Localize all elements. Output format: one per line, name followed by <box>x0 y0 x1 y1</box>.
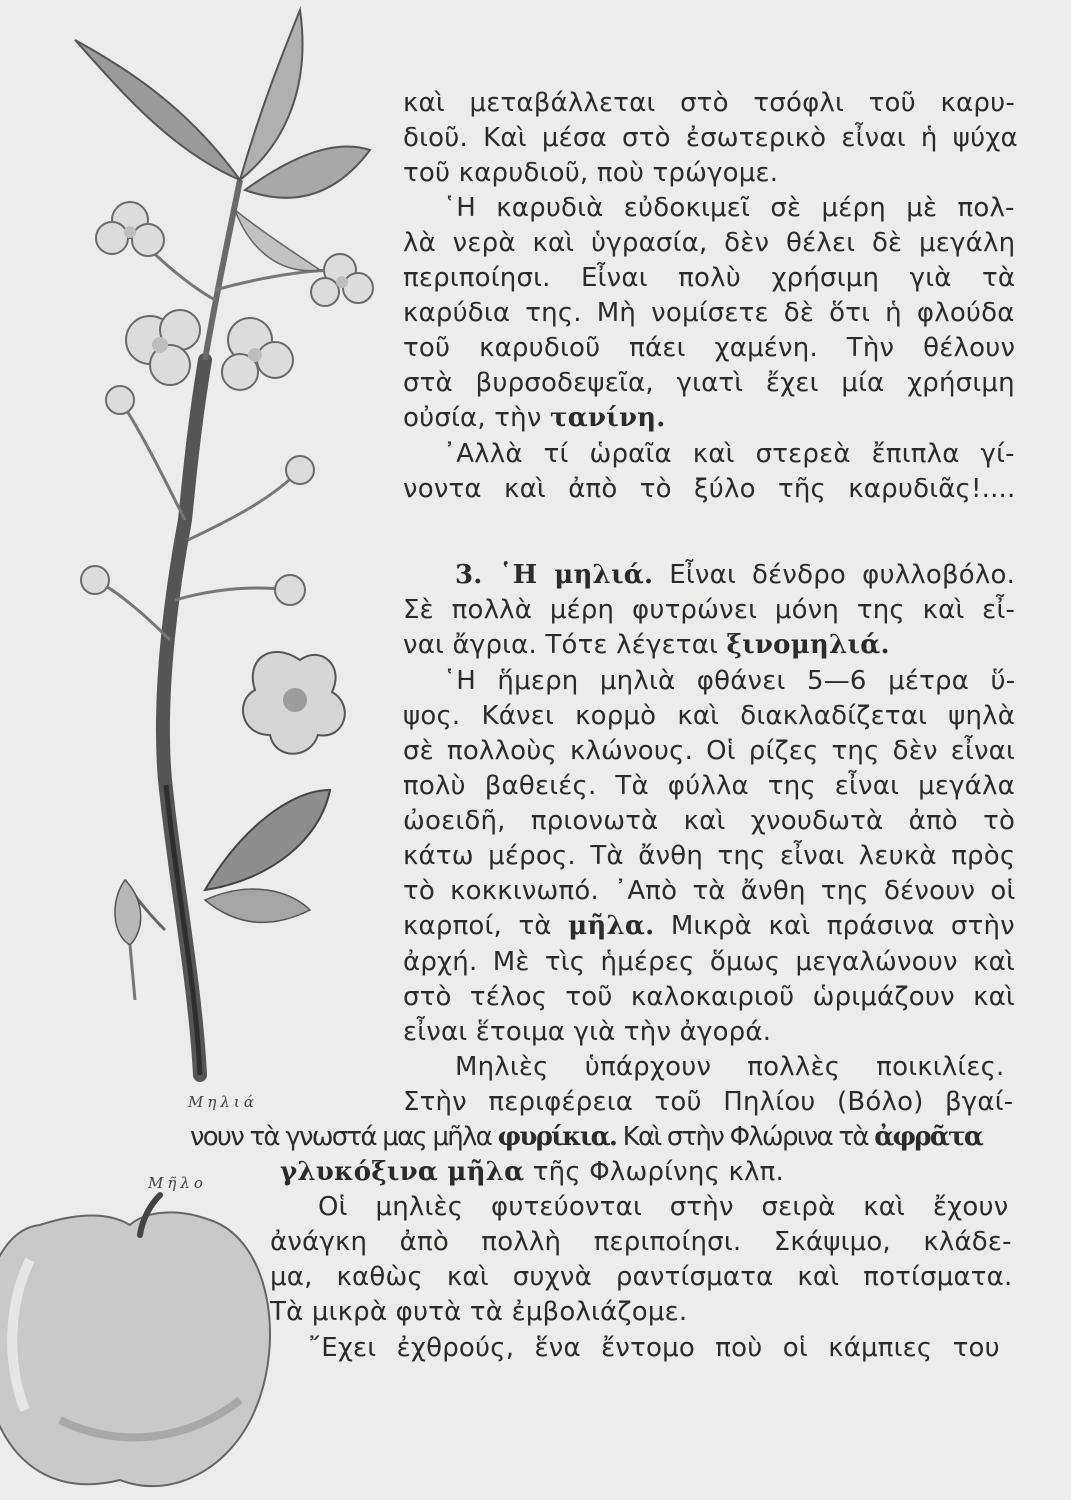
text-run: οὐσία, τὴν <box>403 403 551 433</box>
text-line <box>270 1260 1012 1294</box>
text-line <box>403 734 1015 768</box>
bold-term: φυρίκια. <box>497 1122 617 1152</box>
text-run: καρποί, τὰ <box>403 911 569 941</box>
text-run: ῎Εχει ἐχθρούς, ἕνα ἔντομο ποὺ οἱ κάμπιες του <box>308 1333 1000 1363</box>
text-line <box>403 401 666 435</box>
text-run: ψος. Κάνει κορμὸ καὶ διακλαδίζεται ψηλὰ <box>403 701 1016 731</box>
text-run: τῆς Φλωρίνης κλπ. <box>524 1157 784 1187</box>
text-run: Εἶναι δένδρο φυλλοβόλο. <box>653 560 1016 590</box>
text-run: διοῦ. Καὶ μέσα στὸ ἐσωτερικὸ εἶναι ἡ ψύχα <box>403 123 1018 153</box>
text-line <box>443 664 1015 698</box>
text-line <box>403 296 1015 330</box>
text-line <box>403 366 1015 400</box>
text-line <box>443 437 1015 471</box>
apple-blossom-branch-illustration <box>75 10 373 1075</box>
text-line <box>308 1331 1000 1365</box>
text-run: στὰ βυρσοδεψεῖα, γιατὶ ἔχει μία χρήσιμη <box>403 368 1015 398</box>
bold-term: γλυκόξινα μῆλα <box>280 1157 525 1187</box>
text-line <box>403 1015 771 1049</box>
text-line <box>403 839 1015 873</box>
text-run: κάτω μέρος. Τὰ ἄνθη της εἶναι λευκὰ πρὸς <box>403 841 1016 871</box>
text-line <box>403 945 1015 979</box>
text-run: νοντα καὶ ἀπὸ τὸ ξύλο τῆς καρυδιᾶς!.... <box>403 474 1016 504</box>
text-run: ᾿Αλλὰ τί ὡραῖα καὶ στερεὰ ἔπιπλα γί- <box>443 439 1015 469</box>
text-line <box>318 1190 1008 1224</box>
text-run: ῾Η ἥμερη μηλιὰ φθάνει 5—6 μέτρα ὕ- <box>443 666 1016 696</box>
text-run: Σὲ πολλὰ μέρη φυτρώνει μόνη της καὶ εἶ- <box>403 595 1016 625</box>
text-run: Καὶ στὴν Φλώρινα τὰ <box>616 1122 875 1152</box>
text-line <box>280 1155 784 1189</box>
bold-term: μῆλα. <box>568 911 655 941</box>
branch-caption: Μηλιά <box>188 1093 258 1111</box>
text-line <box>403 261 1015 295</box>
text-run: καρύδια της. Μὴ νομίσετε δὲ ὅτι ἡ φλούδα <box>403 298 1015 328</box>
text-run: νουν τὰ γνωστά μας μῆλα <box>190 1122 498 1152</box>
text-run: Τὰ μικρὰ φυτὰ τὰ ἐμβολιάζομε. <box>270 1297 688 1327</box>
text-run: Στὴν περιφέρεια τοῦ Πηλίου (Βόλο) βγαί- <box>403 1087 1014 1117</box>
bold-term: τανίνη. <box>550 403 666 433</box>
text-run: Οἱ μηλιὲς φυτεύονται στὴν σειρὰ καὶ ἔχουν <box>318 1192 1009 1222</box>
text-line <box>443 191 1015 225</box>
text-line <box>455 1050 1005 1084</box>
text-line <box>403 628 890 662</box>
text-line <box>403 769 1015 803</box>
text-line <box>403 909 1015 943</box>
text-run: λὰ νερὰ καὶ ὑγρασία, δὲν θέλει δὲ μεγάλη <box>403 228 1016 258</box>
text-run: ὠοειδῆ, πριονωτὰ καὶ χνουδωτὰ ἀπὸ τὸ <box>403 806 1016 836</box>
text-line <box>403 1085 1013 1119</box>
apple-fruit-illustration <box>0 1195 270 1486</box>
text-run: Μικρὰ καὶ πράσινα στὴν <box>654 911 1015 941</box>
text-run: ῾Η καρυδιὰ εὐδοκιμεῖ σὲ μέρη μὲ πολ- <box>443 193 1015 223</box>
text-run: μα, καθὼς καὶ συχνὰ ραντίσματα καὶ ποτίσματα. <box>270 1262 1013 1292</box>
text-line <box>403 874 1015 908</box>
bold-term: 3. ῾Η μηλιά. <box>455 560 654 590</box>
text-line <box>270 1295 687 1329</box>
text-line <box>403 121 1018 155</box>
text-run: καὶ μεταβάλλεται στὸ τσόφλι τοῦ καρυ- <box>403 88 1015 118</box>
text-line <box>403 472 1015 506</box>
text-line <box>190 1120 982 1154</box>
text-run: περιποίησι. Εἶναι πολὺ χρήσιμη γιὰ τὰ <box>403 263 1016 293</box>
text-line <box>403 980 1015 1014</box>
text-run: τοῦ καρυδιοῦ πάει χαμένη. Τὴν θέλουν <box>403 333 1016 363</box>
text-run: ναι ἄγρια. Τότε λέγεται <box>403 630 727 660</box>
text-line <box>403 156 778 190</box>
text-line <box>455 558 1015 592</box>
bold-term: ξινομηλιά. <box>726 630 890 660</box>
text-run: ἀρχή. Μὲ τὶς ἡμέρες ὅμως μεγαλώνουν καὶ <box>403 947 1015 977</box>
text-run: ἀνάγκη ἀπὸ πολλὴ περιποίησι. Σκάψιμο, κλάδε- <box>270 1227 1012 1257</box>
text-line <box>403 804 1015 838</box>
text-run: Μηλιὲς ὑπάρχουν πολλὲς ποικιλίες. <box>455 1052 1005 1082</box>
text-line <box>403 331 1015 365</box>
text-run: πολὺ βαθειές. Τὰ φύλλα της εἶναι μεγάλα <box>403 771 1015 801</box>
text-line <box>403 86 1015 120</box>
text-line <box>403 593 1015 627</box>
text-run: στὸ τέλος τοῦ καλοκαιριοῦ ὡριμάζουν καὶ <box>403 982 1015 1012</box>
text-line <box>270 1225 1012 1259</box>
bold-term: ἀφρᾶτα <box>874 1122 983 1152</box>
text-run: τὸ κοκκινωπό. ᾿Απὸ τὰ ἄνθη της δένουν οἱ <box>403 876 1016 906</box>
text-run: τοῦ καρυδιοῦ, ποὺ τρώγομε. <box>403 158 779 188</box>
text-line <box>403 699 1015 733</box>
text-run: εἶναι ἕτοιμα γιὰ τὴν ἀγορά. <box>403 1017 772 1047</box>
text-line <box>403 226 1015 260</box>
apple-caption: Μῆλο <box>148 1174 207 1192</box>
text-run: σὲ πολλοὺς κλώνους. Οἱ ρίζες της δὲν εἶναι <box>403 736 1016 766</box>
